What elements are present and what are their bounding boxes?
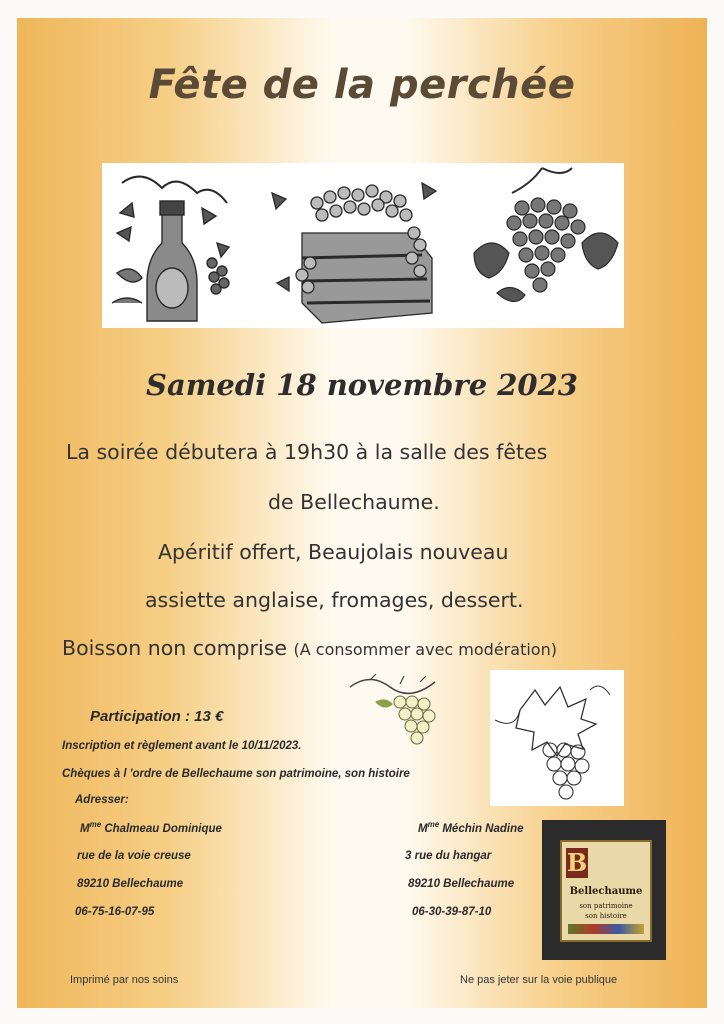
contact-2-name: $M^{me}$ Méchin Nadine — [418, 820, 524, 835]
grape-vine-sketch-icon — [345, 672, 455, 752]
grape-leaf-sketch-icon — [490, 670, 624, 806]
contact-1-city: 89210 Bellechaume — [77, 878, 184, 890]
poster-title: Fête de la perchée — [148, 62, 576, 108]
logo-parchment — [560, 840, 652, 942]
moderation-note: (A consommer avec modération) — [293, 640, 557, 659]
logo-initial-icon: B — [566, 848, 588, 877]
logo-line-2: son patrimoine — [579, 902, 633, 910]
engravings-panel — [102, 163, 624, 328]
logo-ornament — [568, 924, 644, 934]
address-heading: Adresser: — [75, 794, 129, 806]
drinks-not-included: Boisson non comprise — [62, 636, 294, 660]
bottle-grapes-engraving-icon — [112, 177, 229, 321]
grape-crate-engraving-icon — [272, 183, 436, 323]
cheque-payee: Chèques à l 'ordre de Bellechaume son patrimoine, son histoire — [62, 768, 410, 780]
contact-2-city: 89210 Bellechaume — [408, 878, 515, 890]
contact-1-name: $M^{me}$ Chalmeau Dominique — [80, 820, 222, 835]
text-line-menu: assiette anglaise, fromages, dessert. — [145, 588, 524, 612]
text-line-aperitif: Apéritif offert, Beaujolais nouveau — [158, 540, 509, 564]
contact-2-street: 3 rue du hangar — [405, 850, 492, 862]
text-line-venue: de Bellechaume. — [268, 490, 440, 514]
contact-1-street: rue de la voie creuse — [77, 850, 191, 862]
footer-printed-by: Imprimé par nos soins — [70, 974, 179, 986]
grape-bunch-engraving-icon — [474, 168, 618, 302]
contact-1-phone: 06-75-16-07-95 — [75, 906, 155, 918]
logo-line-3: son histoire — [585, 912, 627, 920]
text-line-drinks — [62, 636, 557, 660]
footer-do-not-litter: Ne pas jeter sur la voie publique — [460, 974, 618, 986]
registration-deadline: Inscription et règlement avant le 10/11/2023. — [62, 740, 302, 752]
participation-price: Participation : 13 € — [90, 708, 224, 725]
logo-line-1: Bellechaume — [569, 886, 643, 897]
event-date: Samedi 18 novembre 2023 — [146, 368, 578, 402]
text-line-start-time: La soirée débutera à 19h30 à la salle des fêtes — [66, 440, 548, 464]
contact-2-phone: 06-30-39-87-10 — [412, 906, 492, 918]
grape-leaf-sketch-panel — [490, 670, 624, 806]
association-logo — [542, 820, 666, 960]
